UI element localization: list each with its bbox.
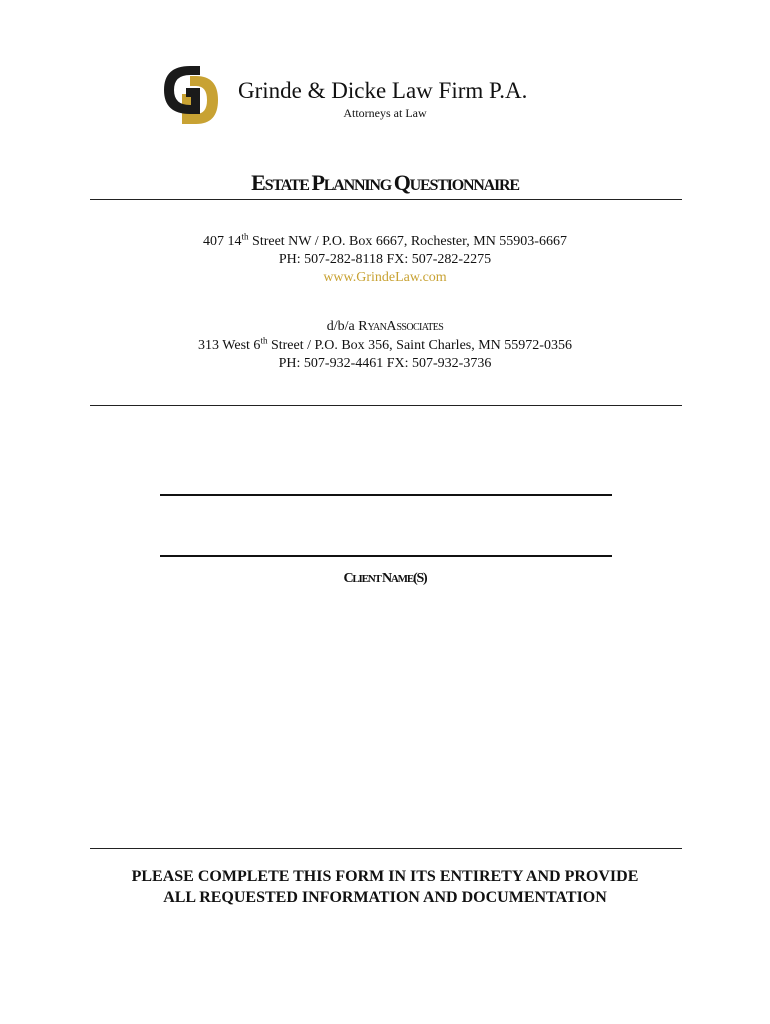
completion-notice xyxy=(90,866,680,908)
document-title: ESTATE PLANNING QUESTIONNAIRE xyxy=(251,170,519,195)
footer-rule xyxy=(90,848,682,849)
website-link[interactable]: www.GrindeLaw.com xyxy=(323,270,447,285)
firm-name: Grinde & Dicke Law Firm P.A. xyxy=(238,78,528,103)
client-name-line-1[interactable] xyxy=(160,494,612,496)
section-rule xyxy=(90,405,682,406)
title-rule xyxy=(90,199,682,200)
rochester-phone: PH: 507-282-8118 FX: 507-282-2275 xyxy=(278,252,492,267)
notice-line-2: ALL REQUESTED INFORMATION AND DOCUMENTATION xyxy=(163,889,607,906)
dba-line: d/b/a RYANASSOCIATES xyxy=(326,319,444,334)
rochester-address: 407 14th Street NW / P.O. Box 6667, Rochester, MN 55903-6667 xyxy=(203,231,567,249)
office-rochester xyxy=(90,233,680,287)
notice-line-1: PLEASE COMPLETE THIS FORM IN ITS ENTIRETY AND PROVIDE xyxy=(131,868,639,885)
gd-monogram-icon xyxy=(160,62,222,126)
client-names-label: CLIENT NAME(S) xyxy=(343,571,427,586)
firm-tagline: Attorneys at Law xyxy=(343,106,427,120)
client-name-line-2[interactable] xyxy=(160,555,612,557)
saint-charles-address: 313 West 6th Street / P.O. Box 356, Saint Charles, MN 55972-0356 xyxy=(198,335,572,353)
saint-charles-phone: PH: 507-932-4461 FX: 507-932-3736 xyxy=(278,356,492,371)
office-saint-charles xyxy=(90,318,680,373)
